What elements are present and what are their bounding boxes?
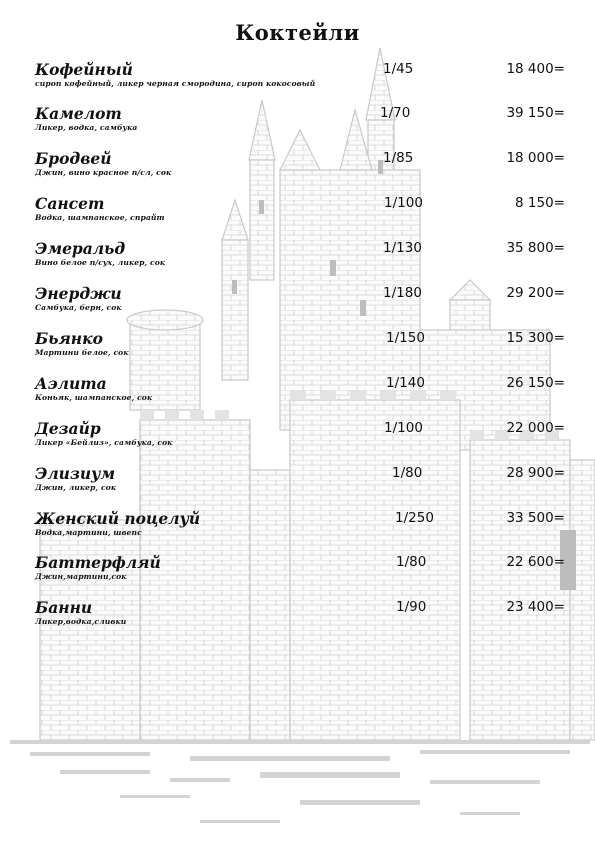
item-description: Ликер «Бейлиз», самбука, сок: [35, 438, 173, 447]
item-name: Банни: [35, 598, 93, 617]
item-description: Водка,мартини, швепс: [35, 528, 142, 537]
menu-item: [35, 149, 575, 189]
menu-item: [35, 464, 575, 504]
item-portion: 1/100: [384, 195, 423, 211]
item-name: Камелот: [35, 104, 122, 123]
item-name: Женский поцелуй: [35, 509, 201, 528]
item-portion: 1/150: [386, 330, 425, 346]
item-name: Элизиум: [35, 464, 116, 483]
item-price: 29 200=: [506, 285, 565, 301]
item-name: Энерджи: [35, 284, 122, 303]
item-portion: 1/80: [392, 465, 423, 481]
item-description: Мартини белое, сок: [35, 348, 129, 357]
item-name: Баттерфляй: [35, 553, 161, 572]
item-name: Кофейный: [35, 60, 133, 79]
item-portion: 1/45: [383, 61, 414, 77]
menu-item: [35, 509, 575, 549]
menu-item: [35, 284, 575, 324]
menu-item: [35, 419, 575, 459]
menu-item: [35, 598, 575, 638]
item-portion: 1/90: [396, 599, 427, 615]
item-name: Дезайр: [35, 419, 101, 438]
item-name: Бьянко: [35, 329, 103, 348]
item-price: 15 300=: [506, 330, 565, 346]
item-description: Самбука, берн, сок: [35, 303, 122, 312]
item-description: сироп кофейный, ликер черная смородина, сироп кокосовый: [35, 79, 316, 88]
item-price: 35 800=: [506, 240, 565, 256]
item-price: 22 600=: [506, 554, 565, 570]
item-portion: 1/80: [396, 554, 427, 570]
item-price: 22 000=: [506, 420, 565, 436]
item-description: Ликер,водка,сливки: [35, 617, 127, 626]
page-title: Коктейли: [235, 20, 360, 45]
item-portion: 1/130: [383, 240, 422, 256]
item-portion: 1/140: [386, 375, 425, 391]
item-price: 33 500=: [506, 510, 565, 526]
item-portion: 1/100: [384, 420, 423, 436]
item-description: Джин, ликер, сок: [35, 483, 117, 492]
item-name: Аэлита: [35, 374, 107, 393]
item-name: Эмеральд: [35, 239, 126, 258]
item-price: 26 150=: [506, 375, 565, 391]
item-description: Коньяк, шампанское, сок: [35, 393, 153, 402]
item-price: 8 150=: [515, 195, 565, 211]
menu-item: [35, 194, 575, 234]
menu-item: [35, 329, 575, 369]
item-name: Бродвей: [35, 149, 112, 168]
item-description: Джин, вино красное п/сл, сок: [35, 168, 172, 177]
item-price: 18 400=: [506, 61, 565, 77]
item-price: 28 900=: [506, 465, 565, 481]
item-description: Джин,мартини,сок: [35, 572, 127, 581]
item-portion: 1/180: [383, 285, 422, 301]
item-price: 23 400=: [506, 599, 565, 615]
item-portion: 1/250: [395, 510, 434, 526]
menu-item: [35, 239, 575, 279]
item-portion: 1/85: [383, 150, 414, 166]
item-description: Ликер, водка, самбука: [35, 123, 138, 132]
menu-item: [35, 60, 575, 100]
menu-item: [35, 553, 575, 593]
item-description: Водка, шампанское, спрайт: [35, 213, 165, 222]
item-price: 18 000=: [506, 150, 565, 166]
item-portion: 1/70: [380, 105, 411, 121]
menu-item: [35, 374, 575, 414]
item-price: 39 150=: [506, 105, 565, 121]
item-description: Вино белое п/сух, ликер, сок: [35, 258, 166, 267]
menu-item: [35, 104, 575, 144]
item-name: Сансет: [35, 194, 105, 213]
